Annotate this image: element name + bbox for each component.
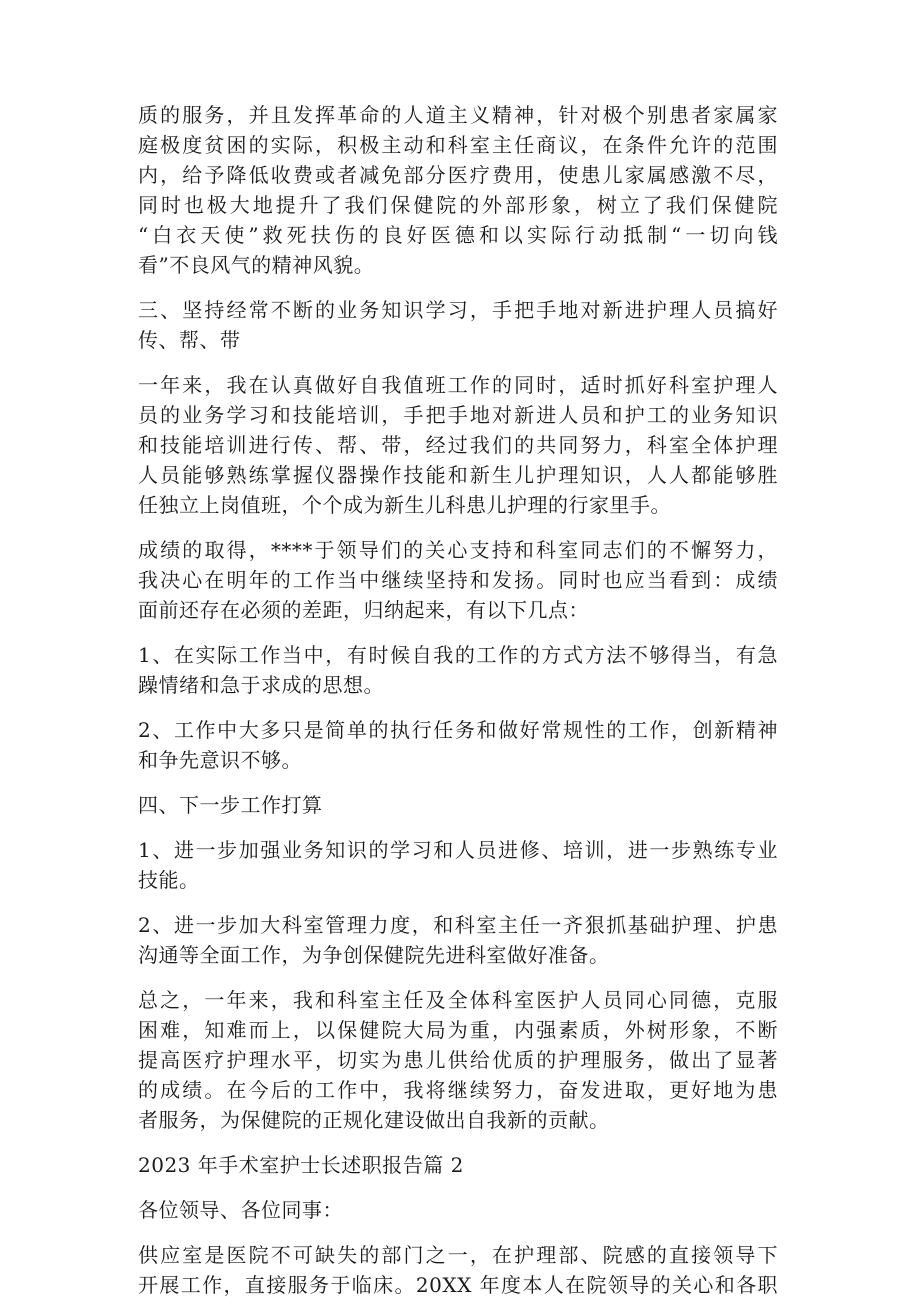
text-line: “白衣天使”救死扶伤的良好医德和以实际行动抵制“一切向钱 <box>138 223 778 247</box>
text-line: 质的服务，并且发挥革命的人道主义精神，针对极个别患者家属家 <box>138 103 778 127</box>
list-item-shortcoming-1 <box>138 640 778 700</box>
list-item-plan-1 <box>138 835 778 895</box>
paragraph-achievements <box>138 535 778 625</box>
text-line: 人员能够熟练掌握仪器操作技能和新生儿护理知识，人人都能够胜 <box>138 463 778 487</box>
text-line: 沟通等全面工作，为争创保健院先进科室做好准备。 <box>138 943 610 967</box>
text-line: 2、进一步加大科室管理力度，和科室主任一齐狠抓基础护理、护患 <box>138 913 778 937</box>
section-heading-four <box>138 790 778 820</box>
text-line: 同时也极大地提升了我们保健院的外部形象，树立了我们保健院 <box>138 193 778 217</box>
salutation <box>138 1195 778 1225</box>
text-line: 员的业务学习和技能培训，手把手地对新进人员和护工的业务知识 <box>138 403 778 427</box>
text-line: 2、工作中大多只是简单的执行任务和做好常规性的工作，创新精神 <box>138 718 778 742</box>
paragraph-humanitarian-service <box>138 100 778 280</box>
text-line: 开展工作，直接服务于临床。20XX 年度本人在院领导的关心和各职 <box>138 1273 778 1297</box>
paragraph-summary <box>138 985 778 1135</box>
text-line: 躁情绪和急于求成的思想。 <box>138 673 384 697</box>
text-line: 各位领导、各位同事： <box>138 1198 343 1222</box>
text-line: 一年来，我在认真做好自我值班工作的同时，适时抓好科室护理人 <box>138 373 778 397</box>
text-line: 的成绩。在今后的工作中，我将继续努力，奋发进取，更好地为患 <box>138 1078 778 1102</box>
text-line: 和争先意识不够。 <box>138 748 302 772</box>
text-line: 2023 年手术室护士长述职报告篇 2 <box>138 1153 464 1177</box>
text-line: 困难，知难而上，以保健院大局为重，内强素质，外树形象，不断 <box>138 1018 778 1042</box>
paragraph-supply-room-intro <box>138 1240 778 1300</box>
section-heading-three <box>138 295 778 355</box>
text-line: 看”不良风气的精神风貌。 <box>138 253 375 277</box>
text-line: 三、坚持经常不断的业务知识学习，手把手地对新进护理人员搞好 <box>138 298 778 322</box>
text-line: 总之，一年来，我和科室主任及全体科室医护人员同心同德，克服 <box>138 988 778 1012</box>
text-line: 成绩的取得，****于领导们的关心支持和科室同志们的不懈努力， <box>138 538 778 562</box>
text-line: 任独立上岗值班，个个成为新生儿科患儿护理的行家里手。 <box>138 493 671 517</box>
text-line: 传、帮、带 <box>138 328 241 352</box>
text-line: 1、进一步加强业务知识的学习和人员进修、培训，进一步熟练专业 <box>138 838 778 862</box>
text-line: 供应室是医院不可缺失的部门之一，在护理部、院感的直接领导下 <box>138 1243 778 1267</box>
text-line: 面前还存在必须的差距，归纳起来，有以下几点： <box>138 598 589 622</box>
text-line: 1、在实际工作当中，有时候自我的工作的方式方法不够得当，有急 <box>138 643 778 667</box>
text-line: 者服务，为保健院的正规化建设做出自我新的贡献。 <box>138 1108 610 1132</box>
list-item-plan-2 <box>138 910 778 970</box>
text-line: 四、下一步工作打算 <box>138 793 323 817</box>
text-line: 技能。 <box>138 868 200 892</box>
text-line: 庭极度贫困的实际，积极主动和科室主任商议，在条件允许的范围 <box>138 133 778 157</box>
paragraph-training <box>138 370 778 520</box>
text-line: 我决心在明年的工作当中继续坚持和发扬。同时也应当看到：成绩 <box>138 568 778 592</box>
report-title-part-2 <box>138 1150 778 1180</box>
text-line: 和技能培训进行传、帮、带，经过我们的共同努力，科室全体护理 <box>138 433 778 457</box>
text-line: 提高医疗护理水平，切实为患儿供给优质的护理服务，做出了显著 <box>138 1048 778 1072</box>
text-line: 内，给予降低收费或者减免部分医疗费用，使患儿家属感激不尽， <box>138 163 778 187</box>
list-item-shortcoming-2 <box>138 715 778 775</box>
document-body <box>138 100 778 1315</box>
